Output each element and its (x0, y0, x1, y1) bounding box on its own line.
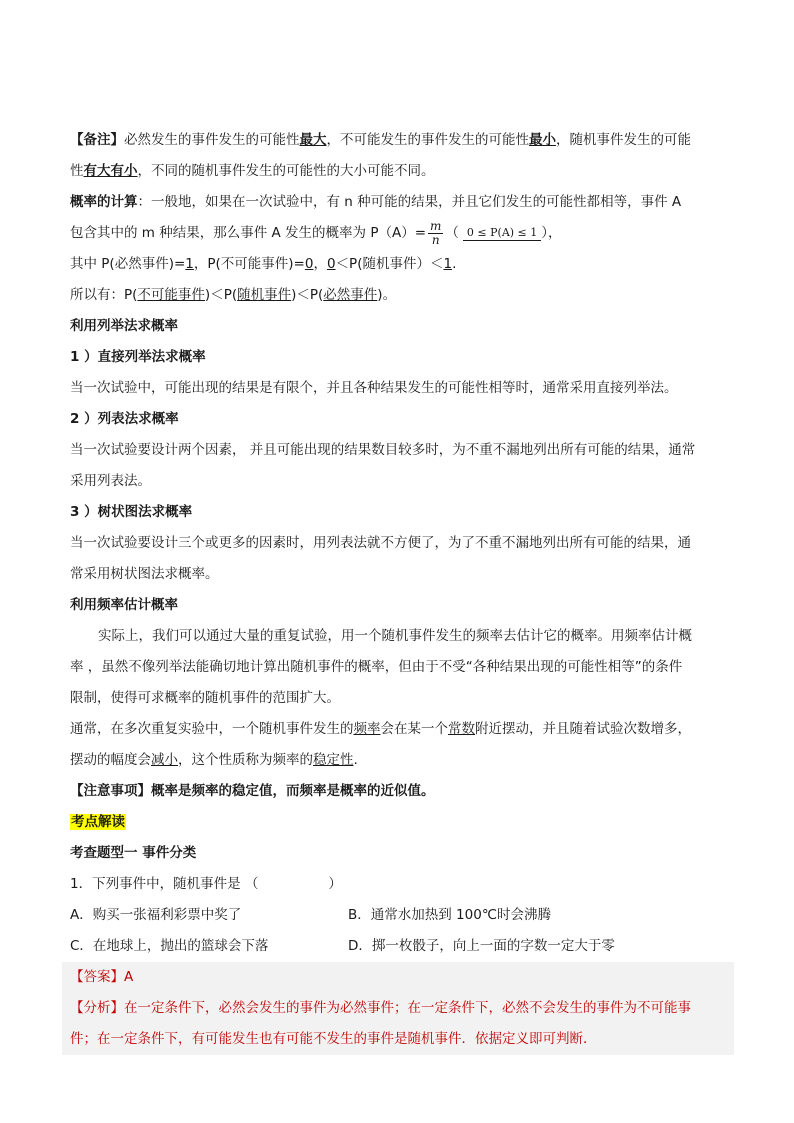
section-highlight: 考点解读 (71, 814, 125, 830)
section-highlight-line (70, 807, 726, 838)
analysis-line-2: 件；在一定条件下，有可能发生也有可能不发生的事件是随机事件．依据定义即可判断． (70, 1031, 597, 1047)
question-type-title: 考查题型一 事件分类 (70, 845, 197, 861)
option-d: D．掷一枚骰子，向上一面的字数一定大于零 (348, 938, 615, 954)
freq-p2: 率 ，虽然不像列举法能确切地计算出随机事件的概率，但由于不受“各种结果出现的可能性相等”的条件 (70, 659, 683, 675)
option-a: A．购买一张福利彩票中奖了 (70, 907, 242, 923)
analysis-label: 【分析】 (70, 1000, 124, 1016)
calc-line-1: 概率的计算：一般地，如果在一次试验中，有 n 种可能的结果，并且它们发生的可能性都相等，事件 A (70, 194, 682, 210)
answer-box (62, 962, 734, 1055)
fraction-m-over-n: $\frac{m}{n}$ (430, 218, 442, 247)
enum-s3-title: 3 ）树状图法求概率 (70, 504, 193, 520)
answer-label: 【答案】 (70, 969, 124, 985)
emphasis-varies: 有大有小 (83, 163, 138, 179)
freq-p4: 通常，在多次重复实验中，一个随机事件发生的频率会在某一个常数附近摆动，并且随着试验次数增多， (70, 721, 691, 737)
calc-label: 概率的计算 (70, 194, 138, 210)
option-c: C．在地球上，抛出的篮球会下落 (70, 938, 269, 954)
calc-line-4: 所以有：P(不可能事件)＜P(随机事件)＜P(必然事件)。 (70, 287, 397, 303)
calc-line-3: 其中 P(必然事件)=1，P(不可能事件)=0，0＜P(随机事件）＜1. (70, 256, 457, 272)
enum-s3-text-1: 当一次试验要设计三个或更多的因素时，用列表法就不方便了，为了不重不漏地列出所有可能的结果，通 (70, 535, 691, 551)
enum-s2-text-1: 当一次试验要设计两个因素， 并且可能出现的结果数目较多时，为不重不漏地列出所有可能的结果，通常 (70, 442, 696, 458)
enum-s2-text-2: 采用列表法。 (70, 473, 151, 489)
analysis-line-1: 【分析】在一定条件下，必然会发生的事件为必然事件；在一定条件下，必然不会发生的事件为不可能事 (70, 1000, 691, 1016)
option-b: B．通常水加热到 100℃时会沸腾 (348, 907, 551, 923)
enum-s1-title: 1 ）直接列举法求概率 (70, 349, 206, 365)
freq-p1: 实际上，我们可以通过大量的重复试验，用一个随机事件发生的频率去估计它的概率。用频率估计概 (98, 628, 692, 644)
note-line-1: 【备注】必然发生的事件发生的可能性最大，不可能发生的事件发生的可能性最小，随机事件发生的可能 (70, 132, 691, 148)
enum-heading: 利用列举法求概率 (70, 318, 178, 334)
question-stem: 1．下列事件中，随机事件是 （ ） (70, 876, 342, 892)
freq-p3: 限制，使得可求概率的随机事件的范围扩大。 (70, 690, 340, 706)
caution-line: 【注意事项】概率是频率的稳定值，而频率是概率的近似值。 (70, 783, 435, 799)
answer-value: A (124, 969, 134, 985)
note-line-2: 性有大有小，不同的随机事件发生的可能性的大小可能不同。 (70, 163, 435, 179)
freq-p5: 摆动的幅度会减小，这个性质称为频率的稳定性. (70, 752, 358, 768)
enum-s2-title: 2 ）列表法求概率 (70, 411, 179, 427)
emphasis-max: 最大 (299, 132, 327, 148)
caution-label: 【注意事项】 (70, 783, 151, 799)
freq-heading: 利用频率估计概率 (70, 597, 178, 613)
enum-s1-text: 当一次试验中，可能出现的结果是有限个，并且各种结果发生的可能性相等时，通常采用直接列举法。 (70, 380, 678, 396)
probability-range: 0 ≤ P(A) ≤ 1 (463, 226, 541, 241)
emphasis-min: 最小 (529, 132, 556, 148)
note-label: 【备注】 (70, 132, 124, 148)
enum-s3-text-2: 常采用树状图法求概率。 (70, 566, 219, 582)
document-page (70, 125, 726, 1055)
calc-line-2: 包含其中的 m 种结果，那么事件 A 发生的概率为 P（A）= $\frac{m}{n}$ （ 0 ≤ P(A) ≤ 1 ）， (70, 218, 562, 247)
options-row-2 (70, 931, 726, 962)
options-row-1 (70, 900, 726, 931)
answer-line (70, 962, 726, 993)
